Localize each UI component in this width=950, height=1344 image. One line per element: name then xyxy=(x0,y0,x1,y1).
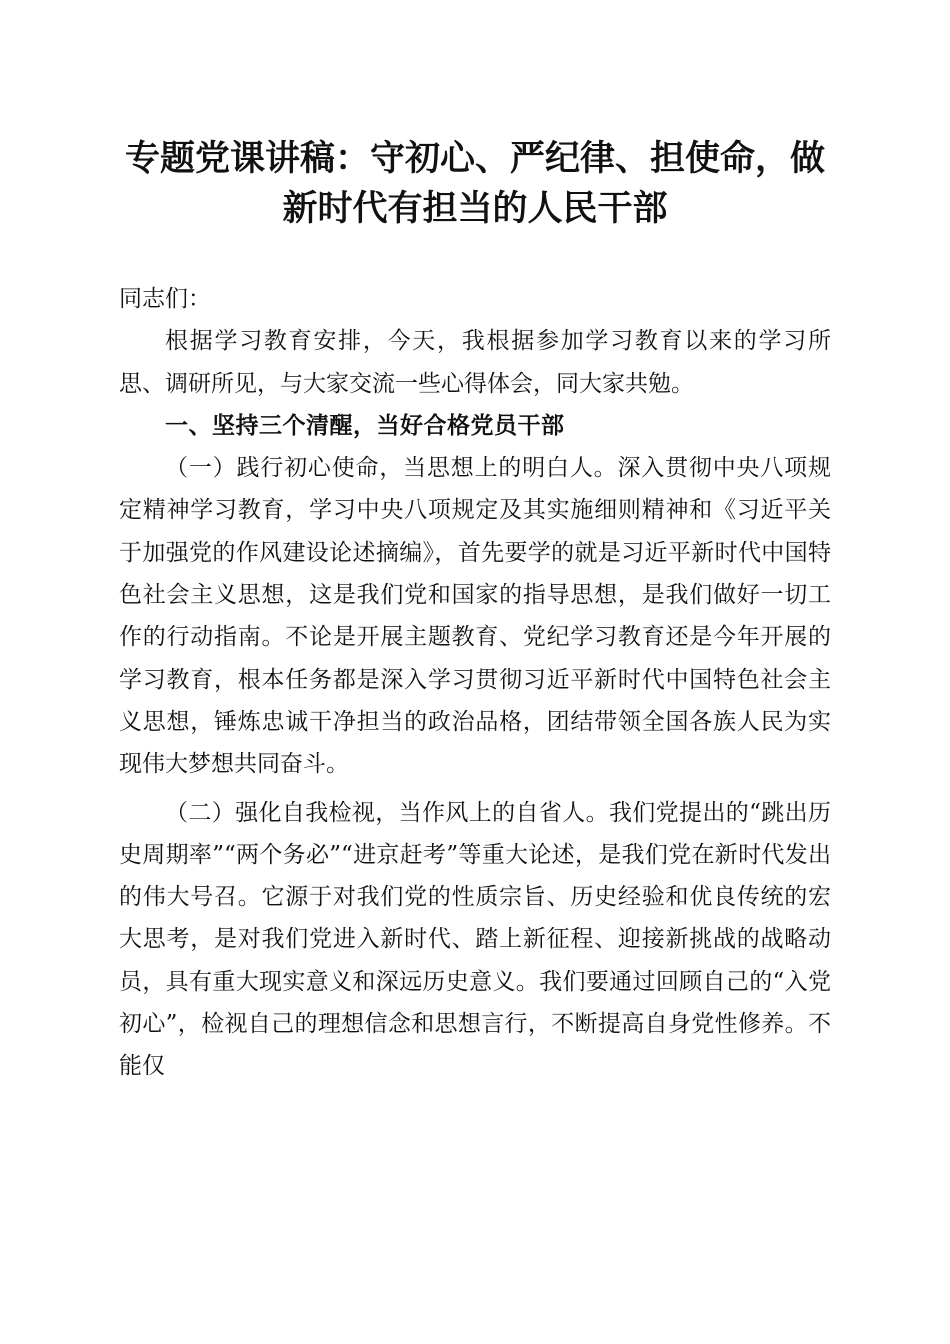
title-line-1: 专题党课讲稿：守初心、严纪律、担使命，做 xyxy=(124,138,825,179)
paragraph-1: （一）践行初心使命，当思想上的明白人。深入贯彻中央八项规定精神学习教育，学习中央八项规定及其实施细则精神和《习近平关于加强党的作风建设论述摘编》，首先要学的就是习近平新时代中国特色社会主义思想，这是我们党和国家的指导思想，是我们做好一切工作的行动指南。不论是开展主题教育、党纪学习教育还是今年开展的学习教育，根本任务都是深入学习贯彻习近平新时代中国特色社会主义思想，锤炼忠诚干净担当的政治品格，团结带领全国各族人民为实现伟大梦想共同奋斗。 xyxy=(119,455,831,778)
intro-paragraph: 根据学习教育安排，今天，我根据参加学习教育以来的学习所思、调研所见，与大家交流一些心得体会，同大家共勉。 xyxy=(119,328,831,397)
salutation: 同志们： xyxy=(119,286,211,312)
title-line-2: 新时代有担当的人民干部 xyxy=(282,188,668,229)
section-heading-1: 一、坚持三个清醒，当好合格党员干部 xyxy=(165,412,565,439)
document-title xyxy=(95,134,855,234)
paragraph-2: （二）强化自我检视，当作风上的自省人。我们党提出的“跳出历史周期率”“两个务必”“进京赶考”等重大论述，是我们党在新时代发出的伟大号召。它源于对我们党的性质宗旨、历史经验和优良传统的宏大思考，是对我们党进入新时代、踏上新征程、迎接新挑战的战略动员，具有重大现实意义和深远历史意义。我们要通过回顾自己的“入党初心”，检视自己的理想信念和思想言行，不断提高自身党性修养。不能仅 xyxy=(119,799,831,1080)
document-body xyxy=(119,278,831,1088)
